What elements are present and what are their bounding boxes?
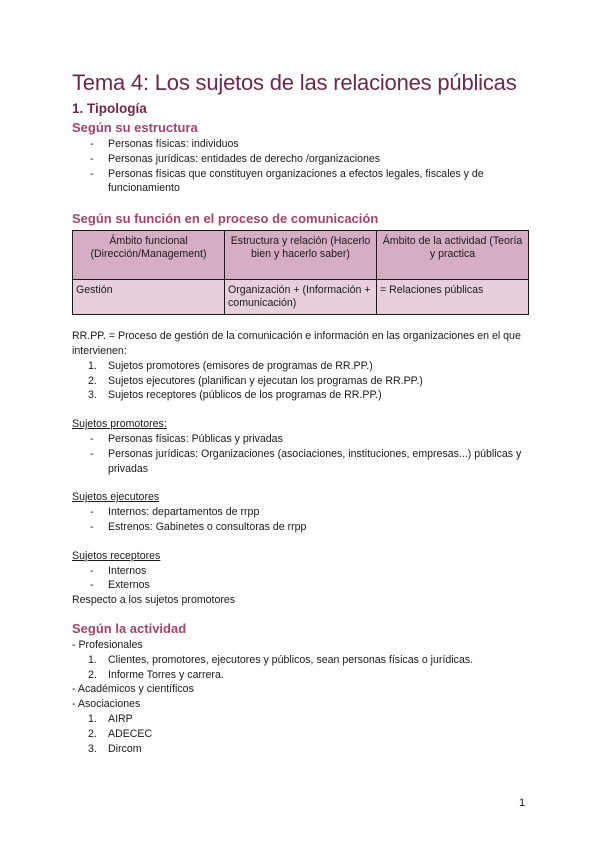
list-item: 1. Clientes, promotores, ejecutores y públicos, sean personas físicas o jurídicas.: [88, 653, 474, 666]
list-item: 3. Sujetos receptores (públicos de los programas de RR.PP.): [88, 389, 382, 402]
list-item: - Personas físicas: Públicas y privadas: [90, 432, 283, 445]
subheading-actividad: Según la actividad: [72, 620, 187, 636]
list-item: - Internos: departamentos de rrpp: [90, 506, 260, 519]
table-cell: Gestión: [73, 280, 225, 315]
table-header-cell: Estructura y relación (Hacerlo bien y hacerlo saber): [225, 231, 377, 280]
section-heading-tipologia: 1. Tipología: [72, 101, 147, 116]
document-page: [72, 66, 528, 756]
funcion-table: [72, 230, 529, 315]
table-cell: = Relaciones públicas: [377, 280, 529, 315]
academicos-label: - Académicos y científicos: [72, 683, 194, 696]
promotores-label: Sujetos promotores:: [72, 418, 167, 431]
subheading-estructura: Según su estructura: [72, 120, 198, 135]
receptores-list: [72, 564, 528, 594]
ejecutores-label: Sujetos ejecutores: [72, 491, 160, 504]
sujetos-list: [72, 359, 528, 403]
list-item: 2. Informe Torres y carrera.: [88, 668, 224, 681]
profesionales-list: [72, 653, 528, 683]
table-row: [73, 280, 529, 315]
receptores-note: Respecto a los sujetos promotores: [72, 594, 236, 607]
asociaciones-list: [72, 712, 528, 756]
asociaciones-label: - Asociaciones: [72, 698, 141, 711]
list-item: - Estrenos: Gabinetes o consultoras de rrpp: [90, 520, 307, 533]
table-header-row: [73, 231, 529, 280]
receptores-label: Sujetos receptores: [72, 549, 161, 562]
list-item: - Personas jurídicas: Organizaciones (asociaciones, instituciones, empresas...) públicas y privadas: [90, 447, 522, 475]
promotores-list: [72, 432, 528, 476]
page-number: 1: [519, 797, 526, 809]
profesionales-label: - Profesionales: [72, 638, 143, 651]
list-item: - Internos: [90, 564, 147, 577]
list-item: 3. Dircom: [88, 742, 142, 755]
estructura-list: [72, 137, 528, 196]
ejecutores-list: [72, 505, 528, 535]
page-title: Tema 4: Los sujetos de las relaciones públicas: [72, 70, 517, 95]
table-header-cell: Ámbito funcional (Dirección/Management): [73, 231, 225, 280]
list-item: - Personas jurídicas: entidades de derecho /organizaciones: [90, 152, 381, 165]
list-item: - Personas físicas: individuos: [90, 138, 239, 150]
list-item: 1. Sujetos promotores (emisores de programas de RR.PP.): [88, 359, 373, 372]
list-item: - Externos: [90, 579, 150, 592]
list-item: 2. ADECEC: [88, 727, 153, 740]
list-item: 2. Sujetos ejecutores (planifican y ejecutan los programas de RR.PP.): [88, 374, 423, 387]
table-header-cell: Ámbito de la actividad (Teoría y practica: [377, 231, 529, 280]
table-cell: Organización + (Información + comunicación): [225, 280, 377, 315]
list-item: - Personas físicas que constituyen organizaciones a efectos legales, fiscales y de funcionamiento: [90, 167, 484, 195]
rrpp-definition: RR.PP. = Proceso de gestión de la comunicación e información en las organizaciones en el que intervienen:: [72, 330, 521, 357]
subheading-funcion: Según su función en el proceso de comunicación: [72, 211, 379, 227]
list-item: 1. AIRP: [88, 712, 133, 725]
